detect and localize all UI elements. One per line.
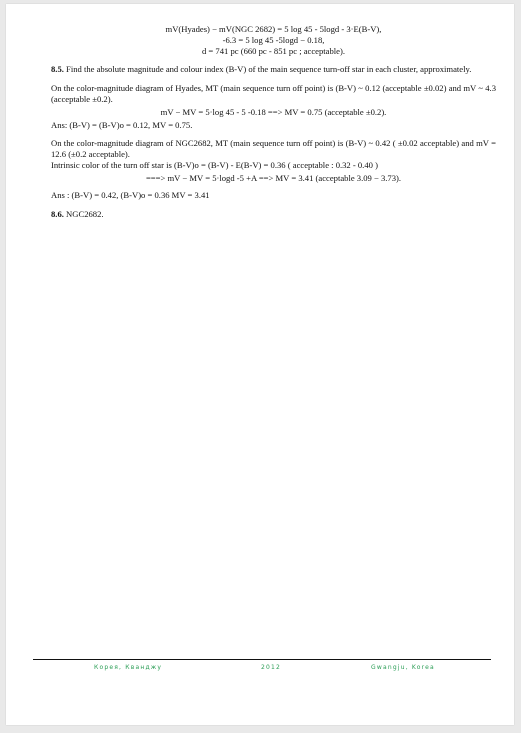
hyades-paragraph: On the color-magnitude diagram of Hyades, MT (main sequence turn off point) is (B-V) ~ 0.12 (acceptable ±0.02) and mV ~ 4.3 (acceptable ±0.2). xyxy=(51,83,496,104)
question-8-6-number: 8.6. xyxy=(51,209,64,219)
question-8-5-text: Find the absolute magnitude and colour index (B-V) of the main sequence turn-off star in each cluster, approximately. xyxy=(66,64,472,74)
hyades-formula: mV − MV = 5·log 45 - 5 -0.18 ==> MV = 0.75 (acceptable ±0.2). xyxy=(160,107,387,117)
ngc2682-formula: ===> mV − MV = 5·logd -5 +A ==> MV = 3.41 (acceptable 3.09 − 3.73). xyxy=(145,173,402,183)
ngc2682-intrinsic-color: Intrinsic color of the turn off star is (B-V)o = (B-V) - E(B-V) = 0.36 ( acceptable : 0.32 - 0.40 ) xyxy=(51,160,378,170)
footer-location-ru: Корея, Кванджу xyxy=(94,664,163,671)
document-page xyxy=(6,4,514,725)
page-content xyxy=(51,24,496,220)
ngc2682-paragraph: On the color-magnitude diagram of NGC2682, MT (main sequence turn off point) is (B-V) ~ 0.42 ( ±0.02 acceptable) and mV = 12.6 (±0.2 acceptable). xyxy=(51,138,496,159)
question-8-5 xyxy=(51,64,496,75)
distance-equation-line-1: mV(Hyades) − mV(NGC 2682) = 5 log 45 - 5logd - 3·E(B-V), xyxy=(165,24,382,34)
distance-equation-line-3: d = 741 pc (660 pc - 851 pc ; acceptable). xyxy=(201,46,345,56)
ngc2682-answer: Ans : (B-V) = 0.42, (B-V)o = 0.36 MV = 3.41 xyxy=(51,190,210,200)
footer-divider xyxy=(33,659,491,660)
distance-equation-line-2: -6.3 = 5 log 45 -5logd − 0.18, xyxy=(222,35,325,45)
question-8-6 xyxy=(51,209,496,220)
hyades-answer: Ans: (B-V) = (B-V)o = 0.12, MV = 0.75. xyxy=(51,120,193,130)
footer-location-en: Gwangju, Korea xyxy=(371,664,435,671)
question-8-5-number: 8.5. xyxy=(51,64,64,74)
footer-year: 2012 xyxy=(261,664,282,671)
question-8-6-text: NGC2682. xyxy=(66,209,104,219)
